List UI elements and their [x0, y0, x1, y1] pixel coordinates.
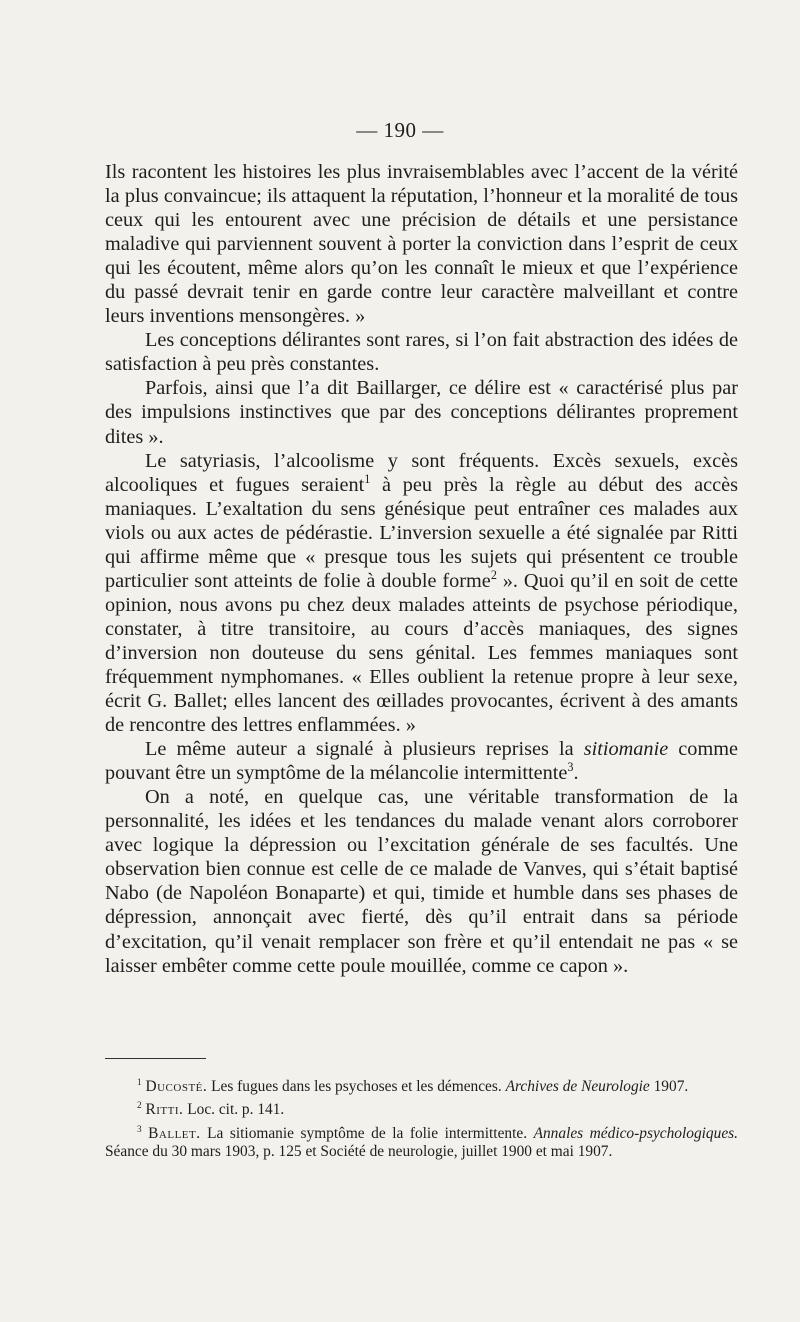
- emphasis: sitiomanie: [583, 738, 669, 761]
- paragraph-text: .: [573, 762, 579, 785]
- body-text: [105, 160, 738, 978]
- paragraph: Ils racontent les histoires les plus invraisemblables avec l’accent de la vérité la plus convaincue; ils attaquent la réputation, l’honneur et la moralité de tous ceux qui les entourent avec une précision de détails et une persistance maladive qui parviennent souvent à porter la conviction dans l’esprit de ceux qui les écoutent, même alors qu’on les connaît le mieux et que l’expérience du passé devrait tenir en garde contre leur caractère malveillant et contre leurs inventions mensongères. »: [105, 161, 738, 328]
- paragraph-text: comme pouvant être un symptôme de la mélancolie intermittente: [105, 738, 738, 785]
- footnote-author: Ritti.: [145, 1101, 184, 1119]
- footnote-divider: [105, 1058, 206, 1059]
- footnote: [105, 1078, 738, 1096]
- footnote-ref: 2: [490, 568, 497, 583]
- footnote: [105, 1101, 738, 1119]
- footnote-text: 1907.: [649, 1078, 689, 1095]
- page-number: — 190 —: [356, 118, 444, 142]
- paragraph: Parfois, ainsi que l’a dit Baillarger, ce délire est « caractérisé plus par des impulsions instinctives que par des conceptions délirantes proprement dites ».: [105, 377, 738, 448]
- footnote-text: La sitiomanie symptôme de la folie intermittente.: [200, 1124, 534, 1142]
- footnote-text: Les fugues dans les psychoses et les démences.: [207, 1078, 506, 1095]
- footnote-author: Ballet.: [148, 1124, 201, 1142]
- footnote-author: Ducosté.: [145, 1078, 208, 1095]
- footnote-ref: 1: [364, 471, 371, 486]
- footnote-ref: 3: [567, 760, 574, 775]
- footnote-text: Loc. cit. p. 141.: [183, 1101, 285, 1119]
- paragraph-text: à peu près la règle au début des accès maniaques. L’exaltation du sens génésique peut entraîner ces malades aux viols ou aux actes de pédérastie. L’inversion sexuelle a été signalée par Ritti qui affirme même que « presque tous les sujets qui présentent ce trouble particulier sont atteints de folie à double forme: [105, 473, 738, 592]
- footnote-marker: 3: [137, 1123, 142, 1134]
- footnote-text: Séance du 30 mars 1903, p. 125 et Société de neurologie, juillet 1900 et mai 1907.: [105, 1142, 613, 1160]
- footnote-marker: 2: [137, 1100, 142, 1111]
- footnote-marker: 1: [137, 1076, 142, 1087]
- paragraph-text: ». Quoi qu’il en soit de cette opinion, nous avons pu chez deux malades atteints de psychose périodique, constater, à titre transitoire, au cours d’accès maniaques, des signes d’inversion non douteuse du sens génital. Les femmes maniaques sont fréquemment nymphomanes. « Elles oublient la retenue propre à leur sexe, écrit G. Ballet; elles lancent des œillades provocantes, écrivent à des amants de rencontre des lettres enflammées. »: [105, 569, 738, 737]
- paragraph: [105, 737, 738, 785]
- paragraph: On a noté, en quelque cas, une véritable transformation de la personnalité, les idées et les tendances du malade venant alors corroborer avec logique la dépression ou l’excitation générale de ses facultés. Une observation bien connue est celle de ce malade de Vanves, qui s’était baptisé Nabo (de Napoléon Bonaparte) et qui, timide et humble dans ses phases de dépression, annonçait avec fierté, dès qu’il entrait dans sa période d’excitation, qu’il venait remplacer son frère et qu’il entendait ne pas « se laisser embêter comme cette poule mouillée, comme ce capon ».: [105, 786, 738, 977]
- footnotes: [105, 1078, 738, 1166]
- paragraph-text: Le satyriasis, l’alcoolisme y sont fréquents. Excès sexuels, excès alcooliques et fugues seraient: [105, 449, 738, 496]
- paragraph: Les conceptions délirantes sont rares, si l’on fait abstraction des idées de satisfaction à peu près constantes.: [105, 329, 738, 376]
- paragraph: [105, 449, 738, 738]
- footnote: [105, 1125, 738, 1162]
- footnote-journal: Annales médico-psychologiques.: [533, 1124, 738, 1142]
- paragraph-text: Le même auteur a signalé à plusieurs reprises la: [145, 738, 584, 761]
- footnote-journal: Archives de Neurologie: [505, 1078, 650, 1095]
